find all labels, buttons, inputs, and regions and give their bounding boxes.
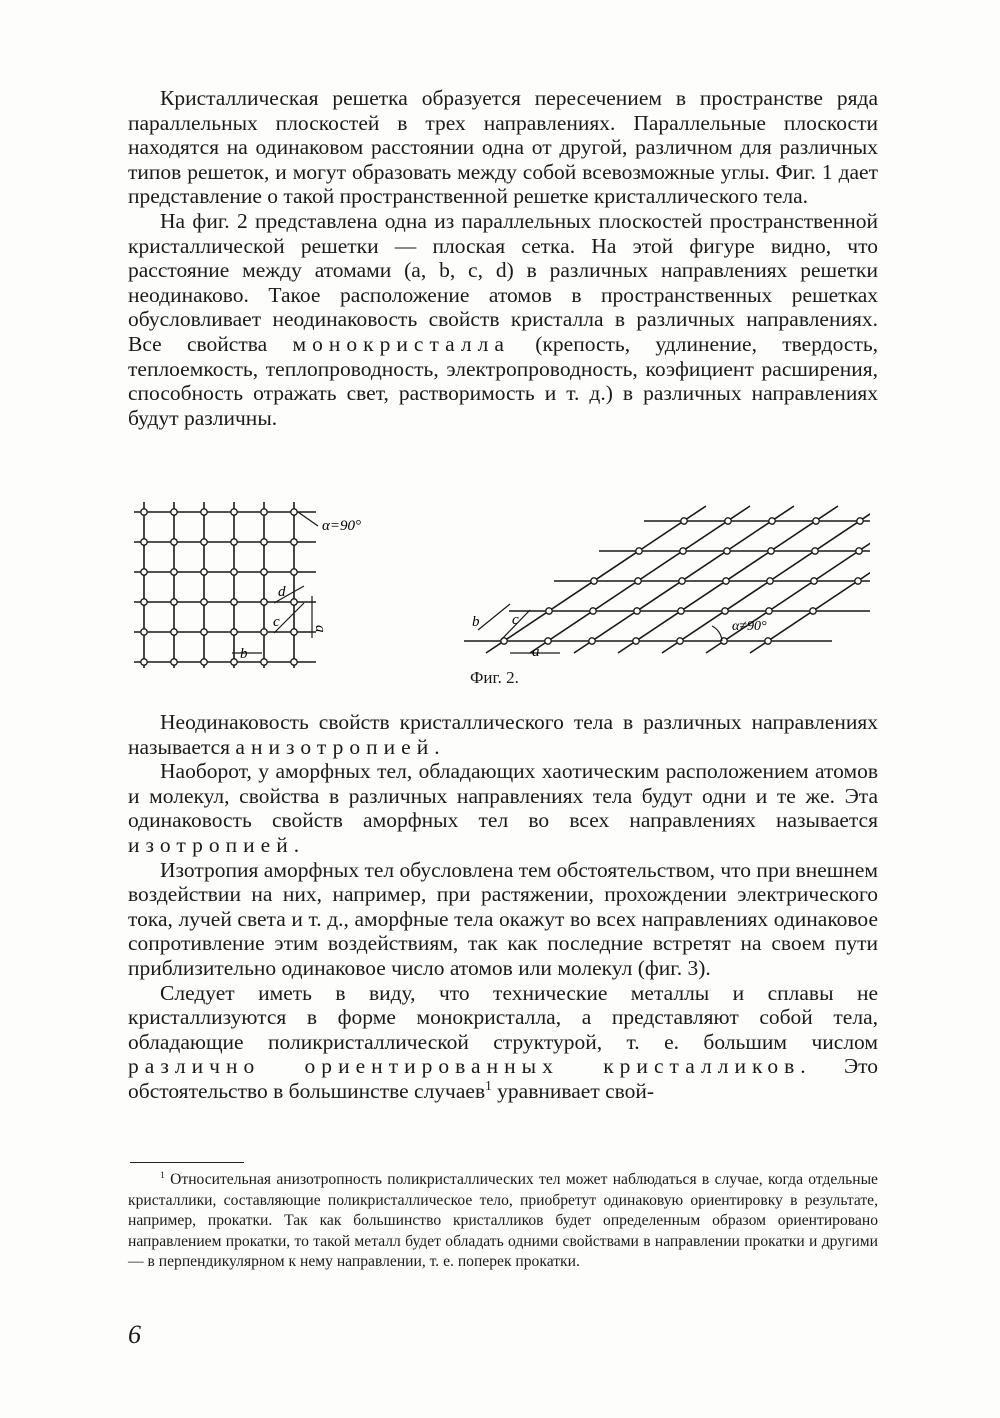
paragraph-text: Изотропия аморфных тел обусловлена тем обстоятельством, что при внешнем воздействии на них, например, при растяжении, прохождении электрического тока, лучей света и т. д., аморфные тела окажут во всех направлениях одинаковое сопротивление этим воздействиям, так как последние встретят на своем пути приблизительно одинаковое число атомов или молекул (фиг. 3). [128, 857, 878, 980]
atom-node [635, 578, 641, 584]
atom-node [768, 548, 774, 554]
paragraph: Неодинаковость свойств кристаллического тела в различных направлениях называется анизотропией. [128, 710, 878, 759]
atom-node [634, 608, 640, 614]
footnote-ref[interactable]: 1 [485, 1077, 492, 1093]
atom-node [633, 638, 639, 644]
atom-node [765, 638, 771, 644]
atom-node [291, 509, 297, 515]
atom-node [141, 569, 147, 575]
atom-node [679, 578, 685, 584]
lattice-line [706, 506, 870, 653]
atom-node [171, 569, 177, 575]
atom-node [291, 539, 297, 545]
paragraph [128, 209, 878, 430]
atom-node [546, 608, 552, 614]
paragraph-text: Неодинаковость свойств кристаллического тела в различных направлениях называется [128, 710, 878, 759]
angle-leader [298, 512, 318, 526]
atom-node [291, 629, 297, 635]
atom-node [856, 548, 862, 554]
atom-node [291, 659, 297, 665]
atom-node [141, 509, 147, 515]
atom-node [201, 659, 207, 665]
atom-node [636, 548, 642, 554]
atom-node [261, 509, 267, 515]
label-b: b [240, 646, 248, 662]
paragraph-text: уравнивает свой- [497, 1078, 655, 1103]
atom-node [767, 578, 773, 584]
angle-label: α=90° [322, 518, 361, 534]
atom-node [231, 629, 237, 635]
atom-node [589, 638, 595, 644]
atom-node [291, 569, 297, 575]
atom-node [201, 629, 207, 635]
atom-node [723, 578, 729, 584]
atom-node [677, 638, 683, 644]
paragraph-text: Следует иметь в виду, что технические металлы и сплавы не кристаллизуются в форме монокристалла, а представляют собой тела, обладающие поликристаллической структурой, т. е. большим числом [128, 980, 878, 1054]
atom-node [231, 599, 237, 605]
footnote-divider [130, 1162, 244, 1163]
atom-node [141, 599, 147, 605]
atom-node [591, 578, 597, 584]
footnote-text: Относительная анизотропность поликристаллических тел может наблюдаться в случае, когда отдельные кристаллики, составляющие поликристаллическое тело, приобретут одинаковую ориентировку в результате, например, прокатки. Так как большинство кристалликов будет определенным образом ориентировано направлением прокатки, то такой металл будет обладать одними свойствами в направлении прокатки и другими — в перпендикулярном к нему направлении, т. е. поперек прокатки. [128, 1171, 878, 1270]
atom-node [231, 509, 237, 515]
atom-node [201, 569, 207, 575]
atom-node [261, 599, 267, 605]
atom-node [855, 578, 861, 584]
atom-node [141, 629, 147, 635]
atom-node [725, 518, 731, 524]
paragraph [128, 86, 878, 209]
atom-node [171, 509, 177, 515]
atom-node [201, 509, 207, 515]
atom-node [201, 599, 207, 605]
atom-node [812, 548, 818, 554]
square-lattice-figure [132, 498, 392, 668]
atom-node [201, 539, 207, 545]
paragraph: Следует иметь в виду, что технические металлы и сплавы не кристаллизуются в форме монокристалла, а представляют собой тела, обладающие поликристаллической структурой, т. е. большим числом различно ориентированных кристалликов. Это обстоятельство в большинстве случаев$^1$ уравнивает свой- [128, 980, 878, 1103]
atom-node [261, 569, 267, 575]
atom-node [545, 638, 551, 644]
footnote-paragraph [128, 1170, 878, 1273]
spaced-term: изотропией [128, 832, 294, 857]
dimension-b [478, 604, 510, 630]
spaced-term: монокристалла [292, 331, 510, 356]
atom-node [811, 578, 817, 584]
atom-node [810, 608, 816, 614]
paragraph: Наоборот, у аморфных тел, обладающих хаотическим расположением атомов и молекул, свойства в различных направлениях тела будут одни и те же. Эта одинаковость свойств аморфных тел во всех направлениях называется изотропией. [128, 759, 878, 857]
atom-node [261, 539, 267, 545]
atom-node [171, 629, 177, 635]
atom-node [681, 518, 687, 524]
angle-label: α≠90° [732, 619, 767, 634]
figure-caption: Фиг. 2. [470, 668, 519, 687]
label-b: b [472, 614, 480, 630]
angle-arc [712, 626, 722, 641]
atom-node [261, 659, 267, 665]
label-a: a [532, 644, 540, 660]
atom-node [141, 539, 147, 545]
bottom-text-block [128, 710, 878, 1104]
paragraph [128, 858, 878, 981]
top-text-block [128, 86, 878, 430]
atom-node [171, 659, 177, 665]
atom-node [171, 539, 177, 545]
atom-node [813, 518, 819, 524]
atom-node [590, 608, 596, 614]
footnote [128, 1170, 878, 1273]
label-a: a [312, 625, 328, 633]
atom-node [231, 539, 237, 545]
paragraph-text: На фиг. 2 представлена одна из параллельных плоскостей пространственной кристаллической решетки — плоская сетка. На этой фигуре видно, что расстояние между атомами (a, b, c, d) в различных направлениях решетки неодинаково. Такое расположение атомов в пространственных решетках обусловливает неодинаковость свойств кристалла в различных направлениях. Все свойства [128, 208, 878, 356]
label-d: d [278, 584, 286, 600]
atom-node [291, 599, 297, 605]
oblique-lattice-figure [440, 498, 870, 668]
atom-node [678, 608, 684, 614]
atom-node [231, 569, 237, 575]
atom-node [766, 608, 772, 614]
atom-node [171, 599, 177, 605]
atom-node [722, 608, 728, 614]
atom-node [141, 659, 147, 665]
paragraph-text: (крепость, удлинение, твердость, теплоемкость, теплопроводность, электропроводность, коэфициент расширения, способность отражать свет, растворимость и т. д.) в различных направлениях будут различны. [128, 331, 879, 430]
atom-node [857, 518, 863, 524]
atom-node [680, 548, 686, 554]
atom-node [261, 629, 267, 635]
footnote-marker: 1 [160, 1169, 165, 1181]
label-c: c [273, 614, 280, 630]
paragraph-text: Это обстоятельство в большинстве случаев [128, 1054, 878, 1103]
page-number: 6 [128, 1320, 141, 1349]
spaced-term: различно ориентированных кристалликов [128, 1054, 801, 1079]
atom-node [769, 518, 775, 524]
atom-node [724, 548, 730, 554]
paragraph-text: Кристаллическая решетка образуется пересечением в пространстве ряда параллельных плоскостей в трех направлениях. Параллельные плоскости находятся на одинаковом расстоянии одна от другой, различном для различных типов решеток, и могут образовать между собой всевозможные углы. Фиг. 1 дает представление о такой пространственной решетке кристаллического тела. [128, 86, 878, 209]
paragraph-text: Наоборот, у аморфных тел, обладающих хаотическим расположением атомов и молекул, свойства в различных направлениях тела будут одни и те же. Эта одинаковость свойств аморфных тел во всех направлениях называется [128, 759, 878, 833]
atom-node [231, 659, 237, 665]
label-c: c [512, 612, 519, 628]
spaced-term: анизотропией [235, 734, 435, 759]
